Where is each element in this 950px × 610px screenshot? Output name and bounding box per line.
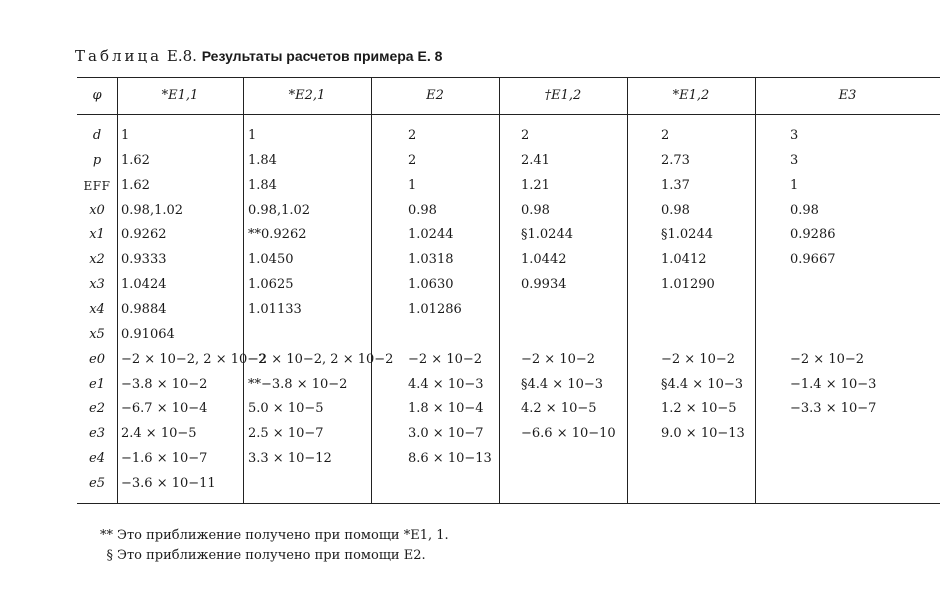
table-cell: −3.3 × 10−7 <box>790 401 877 416</box>
table-cell: 0.9884 <box>121 302 167 317</box>
row-label: e5 <box>89 476 105 491</box>
table-cell: 1.0412 <box>661 252 707 267</box>
table-cell: 1.0318 <box>408 252 454 267</box>
table-cell: −2 × 10−2 <box>790 352 865 367</box>
table-cell: 1.2 × 10−5 <box>661 401 737 416</box>
table-cell: −6.7 × 10−4 <box>121 401 208 416</box>
row-label: e1 <box>89 377 105 392</box>
table-cell: −2 × 10−2 <box>521 352 596 367</box>
column-header: *E2,1 <box>288 88 326 103</box>
column-divider <box>627 77 628 503</box>
table-cell: 1.01286 <box>408 302 462 317</box>
table-cell: 2.4 × 10−5 <box>121 426 197 441</box>
table-cell: 1 <box>790 178 799 193</box>
table-cell: 0.98 <box>521 203 550 218</box>
footnote-text: Это приближение получено при помощи *E1, 1. <box>117 528 449 543</box>
column-divider <box>117 77 118 503</box>
table-cell: −2 × 10−2, 2 × 10−2 <box>121 352 267 367</box>
row-label: x4 <box>89 302 105 317</box>
table-cell: 9.0 × 10−13 <box>661 426 745 441</box>
table-header-rule <box>77 114 940 115</box>
row-label: x1 <box>89 227 105 242</box>
caption-prefix: Таблица <box>75 47 163 65</box>
table-cell: 1.84 <box>248 178 277 193</box>
footnote-2 <box>95 546 449 566</box>
table-cell: 2 <box>521 128 530 143</box>
table-cell: §4.4 × 10−3 <box>661 377 744 392</box>
table-cell: §1.0244 <box>661 227 713 242</box>
row-label: e3 <box>89 426 105 441</box>
table-cell: 1.84 <box>248 153 277 168</box>
table-cell: 0.9262 <box>121 227 167 242</box>
table-cell: 0.91064 <box>121 327 175 342</box>
table-cell: 0.98 <box>408 203 437 218</box>
table-cell: 1.21 <box>521 178 550 193</box>
table-cell: 3 <box>790 153 799 168</box>
column-header: E3 <box>838 88 857 103</box>
table-cell: 0.9934 <box>521 277 567 292</box>
table-cell: 0.9667 <box>790 252 836 267</box>
column-header: E2 <box>426 88 444 103</box>
table-cell: 1.8 × 10−4 <box>408 401 484 416</box>
table-cell: 0.98,1.02 <box>248 203 311 218</box>
table-cell: −3.8 × 10−2 <box>121 377 208 392</box>
table-cell: 1.62 <box>121 153 150 168</box>
row-label: p <box>92 153 102 168</box>
table-cell: −1.4 × 10−3 <box>790 377 877 392</box>
footnote-1 <box>95 526 449 546</box>
table-bottom-rule <box>77 503 940 504</box>
table-cell: 1.62 <box>121 178 150 193</box>
column-divider <box>499 77 500 503</box>
table-cell: 1 <box>248 128 257 143</box>
table-cell: 2.73 <box>661 153 690 168</box>
row-label: e4 <box>89 451 105 466</box>
row-label: x5 <box>89 327 105 342</box>
table-cell: −2 × 10−2 <box>661 352 736 367</box>
table-cell: 2.5 × 10−7 <box>248 426 324 441</box>
row-label: x3 <box>89 277 105 292</box>
table-cell: 1.01290 <box>661 277 715 292</box>
footnote-mark: § <box>106 548 113 563</box>
table-cell: −3.6 × 10−11 <box>121 476 216 491</box>
table-cell: §4.4 × 10−3 <box>521 377 604 392</box>
table-cell: −2 × 10−2, 2 × 10−2 <box>248 352 394 367</box>
footnote-text: Это приближение получено при помощи E2. <box>117 548 426 563</box>
table-cell: 2 <box>661 128 670 143</box>
table-cell: **0.9262 <box>248 227 307 242</box>
table-cell: 0.98 <box>661 203 690 218</box>
row-label: x2 <box>89 252 105 267</box>
table-cell: 1 <box>121 128 130 143</box>
table-cell: 1.0450 <box>248 252 294 267</box>
table-cell: 1.01133 <box>248 302 302 317</box>
table-cell: 1.0442 <box>521 252 567 267</box>
table-cell: 0.9333 <box>121 252 167 267</box>
table-cell: 8.6 × 10−13 <box>408 451 492 466</box>
table-cell: 3.3 × 10−12 <box>248 451 332 466</box>
table-cell: 1.37 <box>661 178 690 193</box>
table-cell: 0.98,1.02 <box>121 203 184 218</box>
column-divider <box>243 77 244 503</box>
row-label: EFF <box>83 179 111 193</box>
table-cell: 3 <box>790 128 799 143</box>
table-cell: **−3.8 × 10−2 <box>248 377 348 392</box>
table-cell: 0.9286 <box>790 227 836 242</box>
table-cell: −6.6 × 10−10 <box>521 426 616 441</box>
row-label: e2 <box>89 401 105 416</box>
table-cell: 5.0 × 10−5 <box>248 401 324 416</box>
column-divider <box>371 77 372 503</box>
table-cell: −2 × 10−2 <box>408 352 483 367</box>
row-label: e0 <box>89 352 105 367</box>
column-header: φ <box>92 88 102 103</box>
table-cell: 0.98 <box>790 203 819 218</box>
table-cell: 1.0244 <box>408 227 454 242</box>
table-cell: 1 <box>408 178 417 193</box>
table-cell: 1.0630 <box>408 277 454 292</box>
caption-title: Результаты расчетов примера E. 8 <box>201 48 443 64</box>
column-header: †E1,2 <box>544 88 582 103</box>
column-header: *E1,2 <box>672 88 710 103</box>
row-label: d <box>92 128 102 143</box>
table-cell: 1.0424 <box>121 277 167 292</box>
column-header: *E1,1 <box>161 88 199 103</box>
table-cell: 2.41 <box>521 153 550 168</box>
caption-number: E.8. <box>166 47 197 65</box>
table-cell: 1.0625 <box>248 277 294 292</box>
table-caption <box>75 47 442 65</box>
table-cell: §1.0244 <box>521 227 573 242</box>
column-divider <box>755 77 756 503</box>
table-cell: 4.2 × 10−5 <box>521 401 597 416</box>
footnote-mark: ** <box>100 528 113 543</box>
table-cell: 2 <box>408 128 417 143</box>
table-cell: −1.6 × 10−7 <box>121 451 208 466</box>
table-cell: 2 <box>408 153 417 168</box>
footnotes <box>95 526 449 566</box>
table-top-rule <box>77 77 940 78</box>
table-cell: 4.4 × 10−3 <box>408 377 484 392</box>
row-label: x0 <box>89 203 105 218</box>
table-cell: 3.0 × 10−7 <box>408 426 484 441</box>
